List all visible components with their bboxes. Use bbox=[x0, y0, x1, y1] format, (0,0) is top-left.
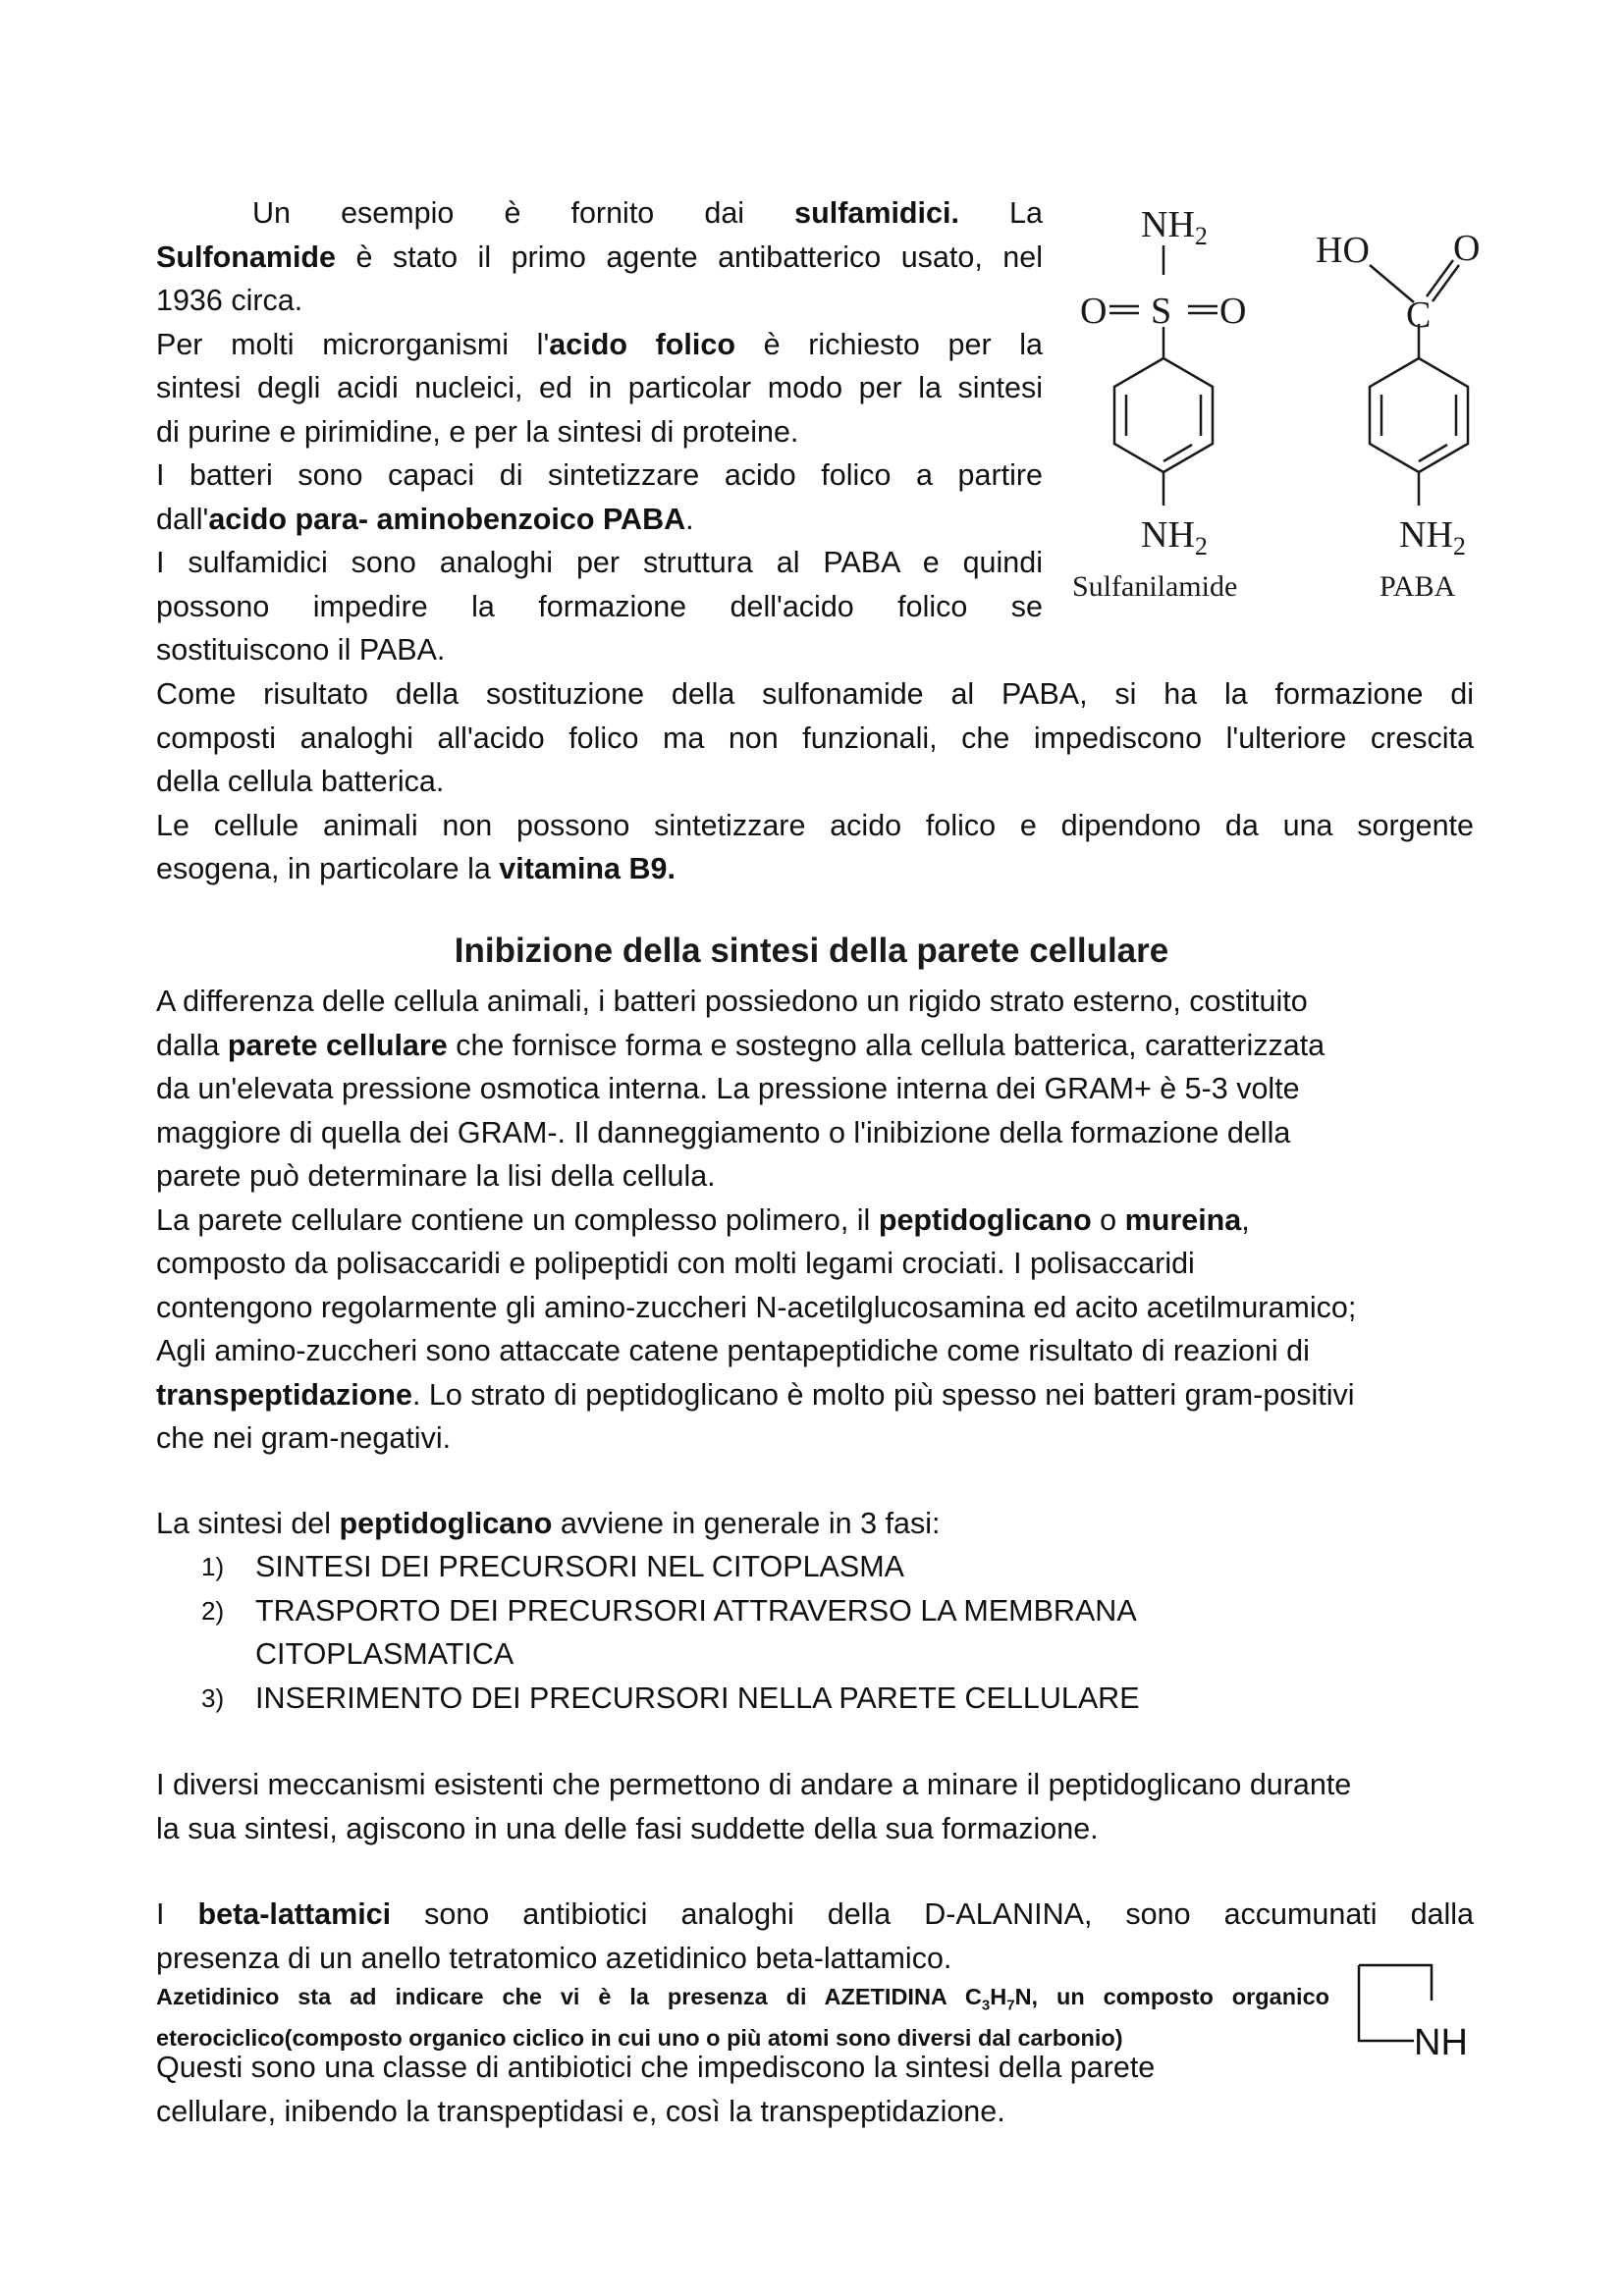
closing-line-2: cellulare, inibendo la transpeptidasi e, così la transpeptidazione. bbox=[156, 2094, 1005, 2128]
substitution-paragraph bbox=[156, 672, 1474, 891]
peptidoglycan-line-4: Agli amino-zuccheri sono attaccate catene pentapeptidiche come risultato di reazioni di bbox=[156, 1334, 1310, 1367]
substitution-line-2: composti analoghi all'acido folico ma non funzionali, che impediscono l'ulteriore crescita bbox=[156, 721, 1474, 755]
paba-line-1: I batteri sono capaci di sintetizzare acido folico a partire bbox=[156, 458, 1043, 492]
cell-wall-line-3: da un'elevata pressione osmotica interna. La pressione interna dei GRAM+ è 5-3 volte bbox=[156, 1072, 1300, 1105]
folic-line-2: sintesi degli acidi nucleici, ed in particolar modo per la sintesi bbox=[156, 371, 1043, 404]
sulfa-oxygen-left: O bbox=[1080, 291, 1108, 332]
peptidoglycan-line-5: transpeptidazione. Lo strato di peptidoglicano è molto più spesso nei batteri gram-positivi bbox=[156, 1377, 1355, 1412]
peptidoglycan-line-1: La parete cellulare contiene un complesso polimero, il peptidoglicano o mureina, bbox=[156, 1202, 1250, 1237]
paba-line-2: dall'acido para- aminobenzoico PABA. bbox=[156, 502, 694, 536]
analog-line-3: sostituiscono il PABA. bbox=[156, 633, 446, 667]
intro-line-3: 1936 circa. bbox=[156, 284, 303, 317]
paba-oxygen: O bbox=[1453, 228, 1481, 269]
section-title: Inibizione della sintesi della parete cellulare bbox=[454, 932, 1169, 970]
list-item: 3) INSERIMENTO DEI PRECURSORI NELLA PARETE CELLULARE bbox=[201, 1681, 1140, 1715]
azetidine-structure bbox=[1355, 1963, 1488, 2061]
intro-line-1: Un esempio è fornito dai sulfamidici. La bbox=[252, 196, 1043, 230]
mechanisms-line-1: I diversi meccanismi esistenti che permettono di andare a minare il peptidoglicano durante bbox=[156, 1768, 1352, 1801]
cell-wall-line-4: maggiore di quella dei GRAM-. Il danneggiamento o l'inibizione della formazione della bbox=[156, 1115, 1291, 1149]
peptidoglycan-line-3: contengono regolarmente gli amino-zuccheri N-acetilglucosamina ed acito acetilmuramico; bbox=[156, 1290, 1357, 1324]
cell-wall-paragraph bbox=[156, 980, 1491, 1461]
folic-line-3: di purine e pirimidine, e per la sintesi di proteine. bbox=[156, 414, 799, 449]
intro-line-2: Sulfonamide è stato il primo agente antibatterico usato, nel bbox=[156, 240, 1043, 274]
paba-nh2: $NH_2$ bbox=[1399, 514, 1466, 561]
azetidine-note-line-2: eterociclico(composto organico ciclico in cui uno o più atomi sono diversi dal carbonio) bbox=[156, 2024, 1123, 2051]
animal-cells-line-2: esogena, in particolare la vitamina B9. bbox=[156, 852, 676, 885]
substitution-line-1: Come risultato della sostituzione della sulfonamide al PABA, si ha la formazione di bbox=[156, 677, 1474, 711]
closing-paragraph bbox=[156, 2046, 1334, 2133]
azetidine-note-line-1: Azetidinico sta ad indicare che vi è la presenza di AZETIDINA $C_3H_7N$, un composto organico bbox=[156, 1984, 1329, 2014]
synthesis-phases-list bbox=[201, 1545, 1140, 1720]
beta-lactam-line-2: presenza di un anello tetratomico azetidinico beta-lattamico. bbox=[156, 1941, 952, 1975]
cell-wall-line-5: parete può determinare la lisi della cellula. bbox=[156, 1159, 716, 1193]
chemical-structures-figure bbox=[1060, 191, 1492, 614]
closing-line-1: Questi sono una classe di antibiotici che impediscono la sintesi della parete bbox=[156, 2051, 1156, 2084]
sulfanilamide-caption: Sulfanilamide bbox=[1072, 570, 1238, 603]
beta-lactam-paragraph bbox=[156, 1893, 1474, 1980]
analog-line-2: possono impedire la formazione dell'acido folico se bbox=[156, 589, 1043, 623]
mechanisms-line-2: la sua sintesi, agiscono in una delle fasi suddette della sua formazione. bbox=[156, 1811, 1099, 1845]
list-item: 2) TRASPORTO DEI PRECURSORI ATTRAVERSO LA MEMBRANA CITOPLASMATICA bbox=[201, 1593, 1137, 1671]
folic-line-1: Per molti microrganismi l'acido folico è richiesto per la bbox=[156, 327, 1044, 361]
cell-wall-line-1: A differenza delle cellula animali, i batteri possiedono un rigido strato esterno, costituito bbox=[156, 985, 1308, 1018]
intro-paragraph bbox=[156, 191, 1043, 672]
peptidoglycan-line-2: composto da polisaccaridi e polipeptidi con molti legami crociati. I polisaccaridi bbox=[156, 1247, 1195, 1280]
paba-hydroxyl: HO bbox=[1316, 230, 1370, 271]
paba-carbon: C bbox=[1406, 294, 1432, 336]
cell-wall-line-2: dalla parete cellulare che fornisce forma e sostegno alla cellula batterica, caratterizzata bbox=[156, 1028, 1325, 1062]
sulfa-sulfur: S bbox=[1151, 291, 1172, 332]
sulfa-nh2-top: $NH_2$ bbox=[1141, 204, 1208, 250]
list-item: 1) SINTESI DEI PRECURSORI NEL CITOPLASMA bbox=[201, 1550, 904, 1583]
azetidine-note bbox=[156, 1981, 1329, 2054]
beta-lactam-line-1: I beta-lattamici sono antibiotici analoghi della D-ALANINA, sono accumunati dalla bbox=[156, 1897, 1475, 1931]
substitution-line-3: della cellula batterica. bbox=[156, 765, 445, 798]
synthesis-intro: La sintesi del peptidoglicano avviene in generale in 3 fasi: bbox=[156, 1507, 941, 1540]
sulfa-oxygen-right: O bbox=[1219, 291, 1247, 332]
animal-cells-line-1: Le cellule animali non possono sintetizzare acido folico e dipendono da una sorgente bbox=[156, 808, 1474, 842]
azetidine-nh-label: NH bbox=[1414, 2022, 1468, 2061]
sulfa-nh2-bottom: $NH_2$ bbox=[1141, 514, 1208, 561]
paba-caption: PABA bbox=[1380, 570, 1456, 603]
analog-line-1: I sulfamidici sono analoghi per struttura al PABA e quindi bbox=[156, 546, 1043, 579]
peptidoglycan-line-6: che nei gram-negativi. bbox=[156, 1421, 452, 1455]
mechanisms-paragraph bbox=[156, 1763, 1472, 1850]
